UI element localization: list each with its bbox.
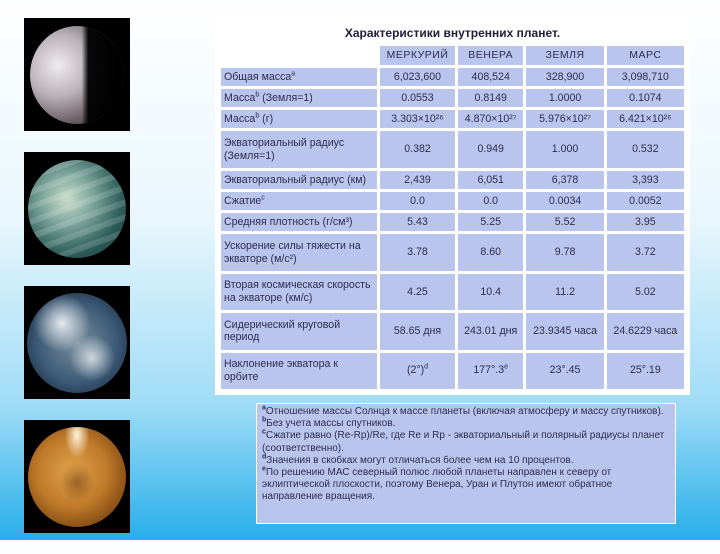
cell-value: $(2^\circ)^d$ bbox=[380, 353, 455, 389]
cell-value: 0.532 bbox=[607, 131, 684, 167]
footnote: $^c$Сжатие равно (Re-Rp)/Re, где Re и Rp - экваториальный и полярный радиусы планет (соответственно). bbox=[262, 429, 665, 454]
row-label: Масса$^b$ (Земля=1) bbox=[221, 89, 377, 107]
cell-value: 3,098,710 bbox=[607, 68, 684, 86]
footnote-mark: d bbox=[424, 363, 429, 371]
mars-sphere bbox=[28, 427, 126, 527]
footnote: $^a$Отношение массы Солнца к массе планеты (включая атмосферу и массу спутников). bbox=[262, 404, 664, 417]
header-blank bbox=[221, 46, 377, 64]
cell-value: 3.72 bbox=[607, 234, 684, 270]
footnote: $^b$Без учета массы спутников. bbox=[262, 416, 396, 430]
footnote-mark: d bbox=[262, 453, 267, 461]
cell-value: 0.949 bbox=[458, 131, 523, 167]
cell-value: 5.52 bbox=[526, 213, 603, 231]
cell-value: 58.65 дня bbox=[380, 313, 455, 349]
cell-value: 5.25 bbox=[458, 213, 523, 231]
footnote-mark: b bbox=[255, 112, 260, 120]
table-row bbox=[221, 353, 684, 389]
cell-value: 3.78 bbox=[380, 234, 455, 270]
earth-image bbox=[24, 286, 130, 399]
cell-value: 328,900 bbox=[526, 68, 603, 86]
row-label: Общая масса$^a$ bbox=[221, 68, 377, 86]
planet-images-column bbox=[24, 18, 130, 554]
footnotes bbox=[256, 403, 676, 524]
cell-value: 5.43 bbox=[380, 213, 455, 231]
cell-value: 4.870×10²⁷ bbox=[458, 110, 523, 128]
cell-value: 0.0052 bbox=[607, 192, 684, 210]
footnote-mark: c bbox=[261, 194, 265, 202]
column-header: ЗЕМЛЯ bbox=[526, 46, 603, 64]
cell-value: 0.0553 bbox=[380, 89, 455, 107]
cell-value: 10.4 bbox=[458, 274, 523, 310]
row-label: Средняя плотность (г/см³) bbox=[221, 213, 377, 231]
cell-value: 6,051 bbox=[458, 171, 523, 189]
cell-value: 243.01 дня bbox=[458, 313, 523, 349]
table-row bbox=[221, 110, 684, 128]
row-label: Вторая космическая скорость на экваторе (км/с) bbox=[221, 274, 377, 310]
footnote-mark: b bbox=[262, 416, 267, 424]
footnote-mark: b bbox=[255, 91, 260, 99]
mercury-sphere bbox=[30, 26, 124, 124]
table-row bbox=[221, 213, 684, 231]
row-label: Масса$^b$ (г) bbox=[221, 110, 377, 128]
cell-value: 6,378 bbox=[526, 171, 603, 189]
cell-value: 6.421×10²⁶ bbox=[607, 110, 684, 128]
cell-value: 3.303×10²⁶ bbox=[380, 110, 455, 128]
column-header: ВЕНЕРА bbox=[458, 46, 523, 64]
footnote-mark: a bbox=[262, 404, 266, 412]
cell-value: 408,524 bbox=[458, 68, 523, 86]
footnote-mark: e bbox=[504, 363, 509, 371]
table-row bbox=[221, 68, 684, 86]
table-row bbox=[221, 192, 684, 210]
table-title: Характеристики внутренних планет. bbox=[344, 26, 561, 40]
footnote-mark: a bbox=[291, 70, 296, 78]
footnote-mark: e bbox=[262, 465, 266, 473]
mercury-image bbox=[24, 18, 130, 131]
cell-value: 0.0 bbox=[458, 192, 523, 210]
cell-value: 5.976×10²⁷ bbox=[526, 110, 603, 128]
row-label: Экваториальный радиус (км) bbox=[221, 171, 377, 189]
table-row bbox=[221, 313, 684, 349]
footnote-mark: c bbox=[262, 429, 266, 437]
table-row bbox=[221, 171, 684, 189]
cell-value: 177°.3e bbox=[458, 353, 523, 389]
cell-value: 9.78 bbox=[526, 234, 603, 270]
column-header: МАРС bbox=[607, 46, 684, 64]
cell-value: 5.02 bbox=[607, 274, 684, 310]
cell-value: 2,439 bbox=[380, 171, 455, 189]
mars-image bbox=[24, 420, 130, 533]
table-row bbox=[221, 274, 684, 310]
row-label: Сидерический круговой период bbox=[221, 313, 377, 349]
row-label: Ускорение силы тяжести на экваторе (м/с²) bbox=[221, 234, 377, 270]
cell-value: 8.60 bbox=[458, 234, 523, 270]
cell-value: 4.25 bbox=[380, 274, 455, 310]
cell-value: 0.382 bbox=[380, 131, 455, 167]
cell-value: 25°.19 bbox=[607, 353, 684, 389]
column-header: МЕРКУРИЙ bbox=[380, 46, 455, 64]
cell-value: 23.9345 часа bbox=[526, 313, 603, 349]
cell-value: 6,023,600 bbox=[380, 68, 455, 86]
cell-value: 0.8149 bbox=[458, 89, 523, 107]
table-row bbox=[221, 131, 684, 167]
cell-value: 3,393 bbox=[607, 171, 684, 189]
footnote: $^e$По решению МАС северный полюс любой планеты направлен к северу от эклиптической плоскости, поэтому Венера, Уран и Плутон имеют обратное направление вращения. bbox=[262, 465, 613, 503]
row-label: Сжатие$^c$ bbox=[221, 192, 377, 210]
footnote: $^d$Значения в скобках могут отличаться более чем на 10 процентов. bbox=[262, 453, 574, 466]
planet-characteristics-table bbox=[215, 17, 690, 395]
cell-value: 1.0000 bbox=[526, 89, 603, 107]
cell-value: 0.1074 bbox=[607, 89, 684, 107]
earth-sphere bbox=[27, 293, 127, 393]
cell-value: 0.0 bbox=[380, 192, 455, 210]
row-label: Наклонение экватора к орбите bbox=[221, 353, 377, 389]
row-label: Экваториальный радиус (Земля=1) bbox=[221, 131, 377, 167]
cell-value: 11.2 bbox=[526, 274, 603, 310]
cell-value: 24.6229 часа bbox=[607, 313, 684, 349]
venus-sphere bbox=[28, 160, 126, 258]
cell-value: 23°.45 bbox=[526, 353, 603, 389]
cell-value: 1.000 bbox=[526, 131, 603, 167]
table-row bbox=[221, 89, 684, 107]
cell-value: 0.0034 bbox=[526, 192, 603, 210]
table-row bbox=[221, 234, 684, 270]
venus-image bbox=[24, 152, 130, 265]
cell-value: 3.95 bbox=[607, 213, 684, 231]
